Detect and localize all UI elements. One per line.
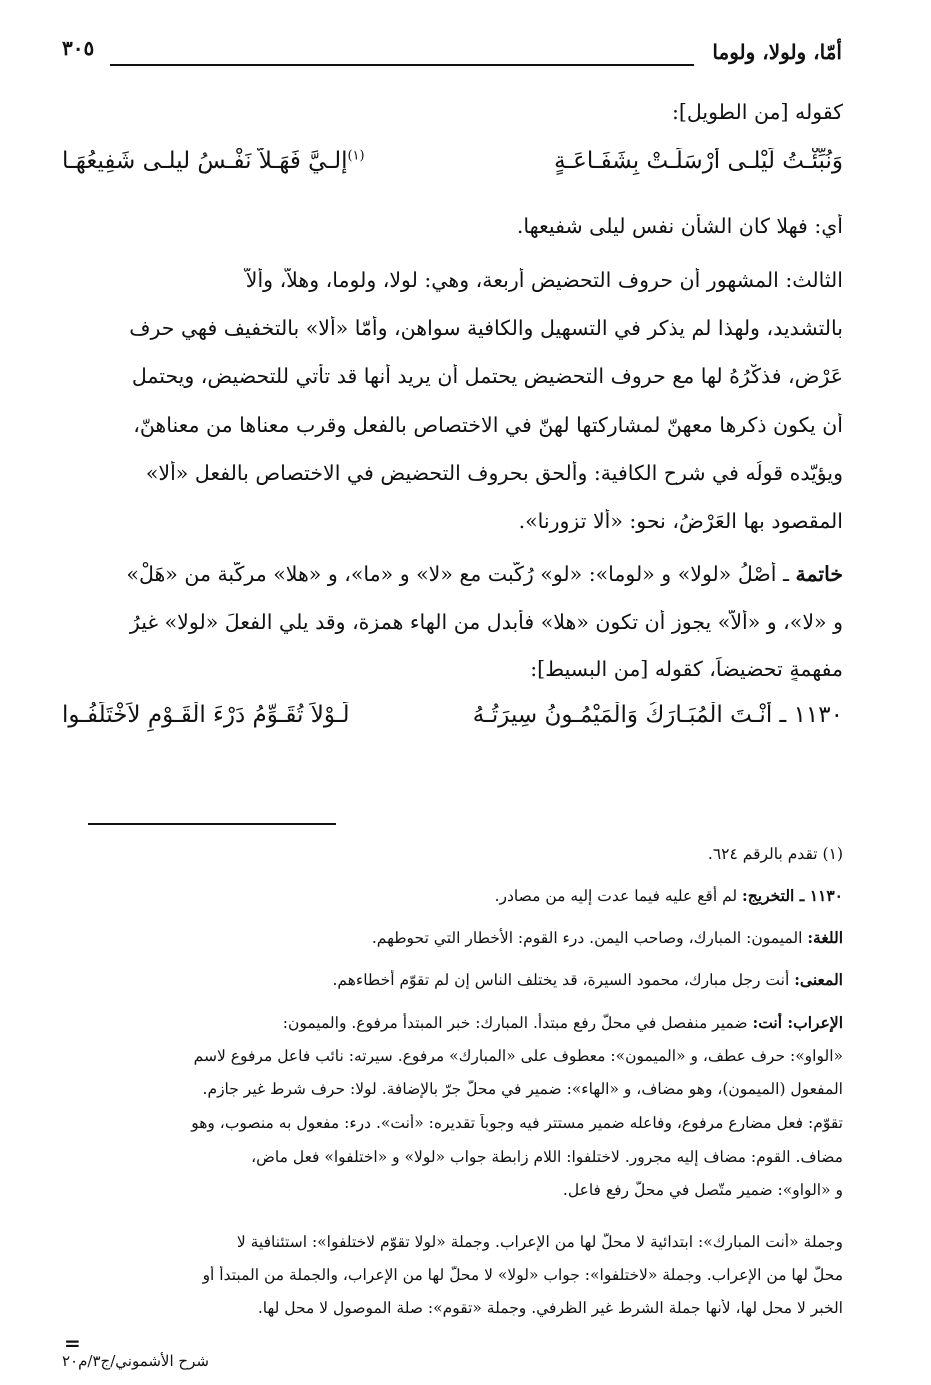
footnote-irab-1 xyxy=(62,1013,843,1032)
printer-signature: شرح الأشموني/ج٣/م٢٠ xyxy=(62,1352,209,1370)
body-line-3: أي: فهلا كان الشأن نفس ليلى شفيعها. xyxy=(516,214,843,238)
irab-label: الإعراب: أنت: xyxy=(752,1013,843,1032)
footnote-irab-4: تقوّم: فعل مضارع مرفوع، وفاعله ضمير مستتر فيه وجوباً تقديره: «أنت». درء: مفعول به منصوب، وهو xyxy=(191,1114,843,1132)
body-line-8: ويؤيّده قولُه في شرح الكافية: وألحق بحروف التحضيض في الاختصاص بالفعل «ألا» xyxy=(145,461,843,485)
footnote-lugha xyxy=(62,928,843,947)
page-number: ٣٠٥ xyxy=(62,36,95,60)
footnote-jumal-2: محلّ لها من الإعراب. وجملة «لاختلفوا»: جواب «لولا» لا محلّ لها من الإعراب، والجملة من المبتدأ أو xyxy=(202,1266,843,1284)
body-line-11: و «لا»، و «ألاّ» يجوز أن تكون «هلا» فأبدل من الهاء همزة، وقد يلي الفعلَ «لولا» غيرُ xyxy=(129,610,843,634)
verse-1-first-hemistich: وَنُبِّئْـتُ لَيْلـى أَرْسَلَـتْ بِشَفَـاعَـةٍ xyxy=(554,148,843,174)
takhrij-text: لم أقع عليه فيما عدت إليه من مصادر. xyxy=(494,887,743,905)
page-header xyxy=(62,30,842,70)
verse-2 xyxy=(62,702,843,738)
footnote-irab-6: و «الواو»: ضمير متّصل في محلّ رفع فاعل. xyxy=(562,1181,843,1199)
footnote-irab-2: «الواو»: حرف عطف، و «الميمون»: معطوف على «المبارك» مرفوع. سيرته: نائب فاعل مرفوع لاسم xyxy=(193,1047,843,1065)
body-line-12: مفهمةٍ تحضيضاً، كقوله [من البسيط]: xyxy=(530,657,843,681)
body-line-10-text: ـ أصْلُ «لولا» و «لوما»: «لو» رُكّبت مع «لا» و «ما»، و «هلا» مركّبة من «هَلْ» xyxy=(126,562,796,586)
body-line-7: أن يكون ذكرها معهنّ لمشاركتها لهنّ في الاختصاص بالفعل وقرب معناها من معناهنّ، xyxy=(133,413,843,437)
lugha-label: اللغة: xyxy=(807,928,843,947)
footnote-marker: (١) xyxy=(347,148,365,164)
lugha-text: الميمون: المبارك، وصاحب اليمن. درء القوم: الأخطار التي تحوطهم. xyxy=(371,929,808,947)
body-line-6: عَرْض، فذكْرُهُ لها مع حروف التحضيض يحتمل أن يريد أنها قد تأتي للتحضيض، ويحتمل xyxy=(131,364,843,388)
body-line-1: كقوله [من الطويل]: xyxy=(671,100,843,124)
footnote-takhrij xyxy=(62,886,843,905)
body-line-5: بالتشديد، ولهذا لم يذكر في التسهيل والكافية سواهن، وأمّا «ألا» بالتخفيف فهي حرف xyxy=(129,316,843,340)
footnote-maana xyxy=(62,970,843,989)
verse-2-first-hemistich: ١١٣٠ ـ أَنْـتَ الْمُبَـارَكُ وَالْمَيْمُـونُ سِيرَتُـهُ xyxy=(472,702,843,728)
conclusion-label: خاتمة xyxy=(795,562,843,586)
verse-1-second-hemistich-text: إلـيَّ فَهَـلاَّ نَفْـسُ ليلـى شَفِيعُهَـا xyxy=(62,148,348,174)
footnote-irab-5: مضاف. القوم: مضاف إليه مجرور. لاختلفوا: اللام زابطة جواب «لولا» و «اختلفوا» فعل ماضٍ، xyxy=(251,1148,843,1166)
verse-1 xyxy=(62,148,843,184)
footnote-jumal-1: وجملة «أنت المبارك»: ابتدائية لا محلّ لها من الإعراب. وجملة «لولا تقوّم لاختلفوا»: استئنافية لا xyxy=(236,1233,843,1251)
maana-label: المعنى: xyxy=(794,970,843,989)
body-line-9: المقصود بها العَرْضُ، نحو: «ألا تزورنا». xyxy=(518,509,843,533)
running-title: أمّا، ولولا، ولوما xyxy=(712,40,842,64)
header-rule xyxy=(110,64,694,66)
irab-text-1: ضمير منفصل في محلّ رفع مبتدأ. المبارك: خبر المبتدأ مرفوع. والميمون: xyxy=(282,1014,753,1032)
footnote-1: (١) تقدم بالرقم ٦٢٤. xyxy=(707,845,843,863)
continuation-mark: = xyxy=(64,1331,81,1355)
verse-1-second-hemistich xyxy=(62,148,365,174)
maana-text: أنت رجل مبارك، محمود السيرة، قد يختلف الناس إن لم تقوّم أخطاءهم. xyxy=(332,971,795,989)
footnote-separator xyxy=(88,823,336,825)
body-line-4: الثالث: المشهور أن حروف التحضيض أربعة، وهي: لولا، ولوما، وهلاّ، وألاّ xyxy=(245,268,843,292)
body-line-10 xyxy=(62,562,843,586)
takhrij-label: ١١٣٠ ـ التخريج: xyxy=(742,886,843,905)
footnote-jumal-3: الخبر لا محل لها، لأنها جملة الشرط غير الظرفي. وجملة «تقوم»: صلة الموصول لا محل لها. xyxy=(257,1299,843,1317)
verse-2-second-hemistich: لَـوْلاَ تُقَـوِّمُ دَرْءَ الْقَـوْمِ لاَخْتَلَفُـوا xyxy=(62,702,350,728)
footnote-irab-3: المفعول (الميمون)، وهو مضاف، و «الهاء»: ضمير في محلّ جرّ بالإضافة. لولا: حرف شرط غير جازم. xyxy=(202,1080,843,1098)
